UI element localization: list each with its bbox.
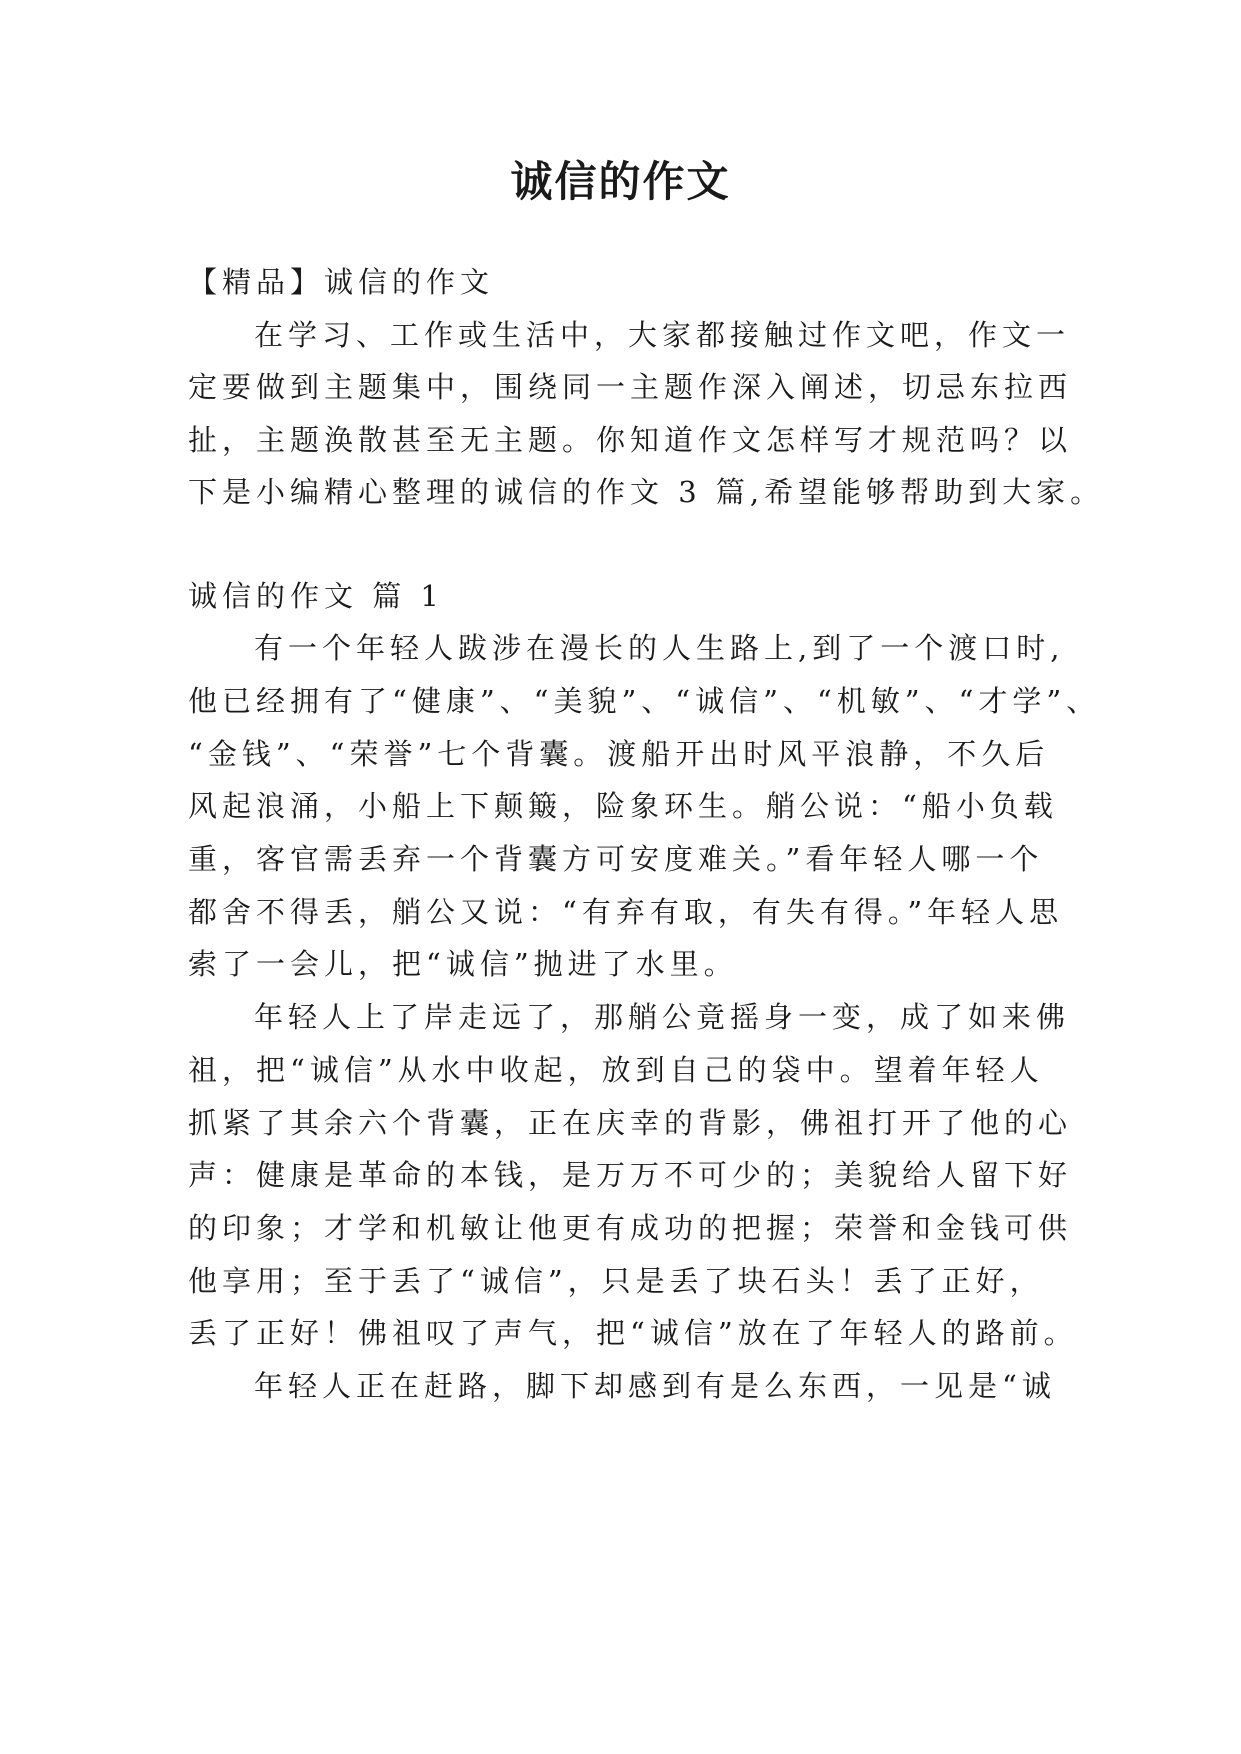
- para1-line-6: 都舍不得丢，艄公又说：“有弃有取，有失有得。”年轻人思: [188, 895, 1064, 929]
- para2-line-1: 年轻人上了岸走远了，那艄公竟摇身一变，成了如来佛: [254, 1000, 1071, 1034]
- para2-line-4: 声：健康是革命的本钱，是万万不可少的；美貌给人留下好: [188, 1158, 1073, 1192]
- intro-heading: 【精品】诚信的作文: [188, 265, 495, 299]
- intro-line-1: 在学习、工作或生活中，大家都接触过作文吧，作文一: [254, 318, 1071, 352]
- para2-line-2: 祖，把“诚信”从水中收起，放到自己的袋中。望着年轻人: [188, 1053, 1044, 1087]
- intro-line-2: 定要做到主题集中，围绕同一主题作深入阐述，切忌东拉西: [188, 370, 1073, 404]
- para1-line-2: 他已经拥有了“健康”、“美貌”、“诚信”、“机敏”、“才学”、: [188, 684, 1101, 718]
- document-title: 诚信的作文: [510, 157, 731, 206]
- para2-line-7: 丢了正好！佛祖叹了声气，把“诚信”放在了年轻人的路前。: [188, 1316, 1078, 1350]
- section-heading: 诚信的作文 篇 1: [188, 579, 444, 613]
- para2-line-6: 他享用；至于丢了“诚信”，只是丢了块石头！丢了正好，: [188, 1264, 1044, 1298]
- para1-line-7: 索了一会儿，把“诚信”抛进了水里。: [188, 947, 738, 981]
- para1-line-5: 重，客官需丢弃一个背囊方可安度难关。”看年轻人哪一个: [188, 842, 1044, 876]
- intro-line-4: 下是小编精心整理的诚信的作文 3 篇,希望能够帮助到大家。: [188, 475, 1105, 509]
- para1-line-3: “金钱”、“荣誉”七个背囊。渡船开出时风平浪静，不久后: [188, 737, 1050, 771]
- intro-line-3: 扯，主题涣散甚至无主题。你知道作文怎样写才规范吗？以: [188, 423, 1073, 457]
- para2-line-3: 抓紧了其余六个背囊，正在庆幸的背影，佛祖打开了他的心: [188, 1106, 1073, 1140]
- para1-line-1: 有一个年轻人跋涉在漫长的人生路上,到了一个渡口时,: [254, 631, 1065, 665]
- para2-line-5: 的印象；才学和机敏让他更有成功的把握；荣誉和金钱可供: [188, 1211, 1073, 1245]
- para3-line-1: 年轻人正在赶路，脚下却感到有是么东西，一见是“诚: [254, 1369, 1056, 1403]
- para1-line-4: 风起浪涌，小船上下颠簸，险象环生。艄公说：“船小负载: [188, 789, 1058, 823]
